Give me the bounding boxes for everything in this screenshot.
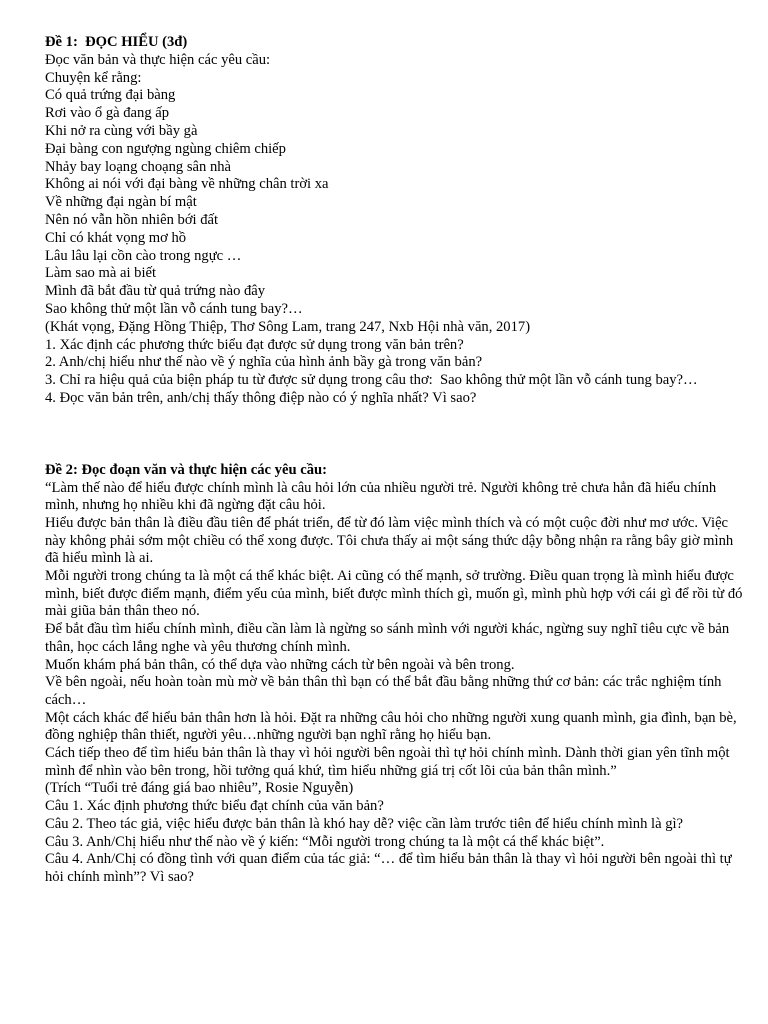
poem-line: Sao không thử một lần vỗ cánh tung bay?…	[45, 300, 303, 317]
poem-line: Có quả trứng đại bàng	[45, 87, 176, 104]
question-item: 2. Anh/chị hiểu như thế nào về ý nghĩa của hình ảnh bầy gà trong văn bản?	[45, 354, 483, 371]
section2-questions	[45, 798, 745, 887]
poem-line: Rơi vào ổ gà đang ấp	[45, 105, 170, 122]
question-item: Câu 3. Anh/Chị hiểu như thế nào về ý kiến: “Mỗi người trong chúng ta là một cá thể khác biệt”.	[45, 833, 605, 850]
section1-questions	[45, 337, 745, 408]
question-item: Câu 1. Xác định phương thức biểu đạt chính của văn bản?	[45, 798, 384, 815]
passage	[45, 480, 745, 781]
poem-line: Khi nở ra cùng với bầy gà	[45, 122, 198, 139]
poem-line: Chuyện kể rằng:	[45, 69, 142, 86]
question-item: Câu 2. Theo tác giả, việc hiểu được bản thân là khó hay dễ? việc cần làm trước tiên để hiểu chính mình là gì?	[45, 815, 684, 832]
poem-source: (Khát vọng, Đặng Hồng Thiệp, Thơ Sông Lam, trang 247, Nxb Hội nhà văn, 2017)	[45, 318, 531, 335]
passage-paragraph: “Làm thế nào để hiểu được chính mình là câu hỏi lớn của nhiều người trẻ. Người không trẻ chưa hẳn đã hiểu chính mình, nhưng họ nhiều khi đã ngừng đặt câu hỏi.	[45, 479, 717, 514]
question-item: 1. Xác định các phương thức biểu đạt được sử dụng trong văn bản trên?	[45, 336, 464, 353]
passage-paragraph: Về bên ngoài, nếu hoàn toàn mù mờ về bản thân thì bạn có thể bắt đầu bằng những thứ cơ bản: các trắc nghiệm tính cách…	[45, 674, 722, 708]
poem-line: Về những đại ngàn bí mật	[45, 194, 197, 211]
section1-instruction: Đọc văn bản và thực hiện các yêu cầu:	[45, 51, 271, 68]
passage-paragraph: Mỗi người trong chúng ta là một cá thể khác biệt. Ai cũng có thế mạnh, sở trường. Điều quan trọng là mình hiểu được mình, biết được điểm mạnh, điểm yếu của mình, biết được mình thích gì, muốn gì, mình phù hợp với cái gì để rồi từ đó mài giũa bản thân theo nó.	[45, 568, 743, 620]
poem-line: Mình đã bắt đầu từ quả trứng nào đây	[45, 283, 266, 300]
passage-paragraph: Một cách khác để hiểu bản thân hơn là hỏi. Đặt ra những câu hỏi cho những người xung quanh mình, gia đình, bạn bè, đồng nghiệp thân thiết, người yêu…những người bạn nghĩ rằng họ hiểu bạn.	[45, 709, 737, 744]
question-item: Câu 4. Anh/Chị có đồng tình với quan điểm của tác giả: “… để tìm hiểu bản thân là thay vì hỏi người bên ngoài thì tự hỏi chính mình”? Vì sao?	[45, 851, 732, 885]
poem-line: Nhảy bay loạng choạng sân nhà	[45, 158, 232, 175]
poem-line: Nên nó vẫn hồn nhiên bới đất	[45, 211, 219, 228]
question-item: 3. Chỉ ra hiệu quả của biện pháp tu từ được sử dụng trong câu thơ: Sao không thử một lần vỗ cánh tung bay?…	[45, 372, 698, 389]
document-page	[45, 34, 745, 887]
passage-source: (Trích “Tuổi trẻ đáng giá bao nhiêu”, Rosie Nguyễn)	[45, 780, 354, 797]
section1-title: Đề 1: ĐỌC HIỂU (3đ)	[45, 34, 188, 50]
question-item: 4. Đọc văn bản trên, anh/chị thấy thông điệp nào có ý nghĩa nhất? Vì sao?	[45, 389, 477, 406]
poem	[45, 70, 745, 319]
poem-line: Lâu lâu lại cồn cào trong ngực …	[45, 247, 242, 264]
passage-paragraph: Muốn khám phá bản thân, có thể dựa vào những cách từ bên ngoài và bên trong.	[45, 656, 515, 673]
passage-paragraph: Hiểu được bản thân là điều đầu tiên để phát triển, để từ đó làm việc mình thích và có một cuộc đời như mơ ước. Việc này không phải sớm một chiều có thể xong được. Tôi chưa thấy ai một sáng thức dậy bỗng nhận ra rằng bây giờ mình đã hiểu mình là ai.	[45, 514, 734, 567]
poem-line: Đại bàng con ngượng ngùng chiêm chiếp	[45, 140, 286, 157]
poem-line: Làm sao mà ai biết	[45, 265, 157, 282]
section-spacer	[45, 408, 745, 462]
poem-line: Không ai nói với đại bàng về những chân trời xa	[45, 176, 329, 193]
passage-paragraph: Cách tiếp theo để tìm hiểu bản thân là thay vì hỏi người bên ngoài thì tự hỏi chính mình. Dành thời gian yên tĩnh một mình để nhìn vào bên trong, hồi tưởng quá khứ, tìm hiểu những giá trị cốt lõi của bản thân mình.”	[45, 745, 730, 779]
section2-title: Đề 2: Đọc đoạn văn và thực hiện các yêu cầu:	[45, 461, 327, 478]
passage-paragraph: Để bắt đầu tìm hiểu chính mình, điều cần làm là ngừng so sánh mình với người khác, ngừng suy nghĩ tiêu cực về bản thân, học cách lắng nghe và yêu thương chính mình.	[45, 621, 730, 655]
poem-line: Chỉ có khát vọng mơ hồ	[45, 229, 187, 246]
